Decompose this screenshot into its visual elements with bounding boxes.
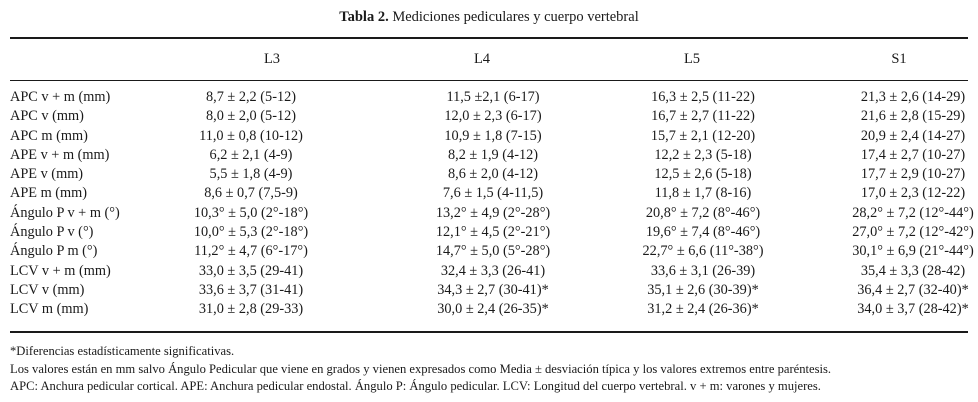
- table-cell: 32,4 ± 3,3 (26-41): [440, 262, 546, 279]
- table-cell: 30,0 ± 2,4 (26-35)*: [437, 301, 549, 318]
- table-row: [10, 185, 968, 204]
- table-cell: 8,2 ± 1,9 (4-12): [447, 146, 539, 163]
- column-header-l3: L3: [263, 51, 281, 67]
- table-cell: 35,1 ± 2,6 (30-39)*: [647, 281, 759, 298]
- column-header-l5: L5: [683, 51, 701, 67]
- table-cell: 10,3° ± 5,0 (2°-18°): [193, 204, 309, 221]
- table-cell: 33,0 ± 3,5 (29-41): [198, 262, 304, 279]
- table-cell: 8,0 ± 2,0 (5-12): [205, 108, 297, 125]
- row-label: LCV v + m (mm): [10, 262, 111, 279]
- table-cell: 16,3 ± 2,5 (11-22): [651, 89, 755, 105]
- footnote-significance: *Diferencias estadísticamente significativas.: [10, 344, 235, 358]
- table-cell: 12,5 ± 2,6 (5-18): [654, 166, 752, 183]
- table-cell: 30,1° ± 6,9 (21°-44°): [852, 243, 974, 260]
- table-body: [10, 89, 974, 321]
- column-header-l4: L4: [473, 51, 491, 67]
- row-label: LCV v (mm): [10, 281, 85, 298]
- top-rule: [10, 37, 968, 39]
- table-cell: 22,7° ± 6,6 (11°-38°): [642, 243, 764, 260]
- table-cell: 28,2° ± 7,2 (12°-44°): [852, 204, 974, 221]
- table-cell: 11,5 ±2,1 (6-17): [446, 89, 540, 105]
- table-cell: 8,6 ± 0,7 (7,5-9): [204, 185, 298, 202]
- row-label: APC v (mm): [10, 108, 84, 125]
- table-title: Mediciones pediculares y cuerpo vertebral: [388, 9, 639, 25]
- table-row: [10, 89, 968, 108]
- row-label: APC v + m (mm): [10, 89, 111, 105]
- row-label: APE m (mm): [10, 185, 88, 202]
- table-cell: 11,0 ± 0,8 (10-12): [199, 127, 303, 144]
- table-cell: 16,7 ± 2,7 (11-22): [651, 108, 755, 125]
- table-cell: 33,6 ± 3,1 (26-39): [650, 262, 756, 279]
- table-cell: 12,2 ± 2,3 (5-18): [654, 146, 752, 163]
- table-cell: 21,6 ± 2,8 (15-29): [860, 108, 966, 125]
- footnote-units: Los valores están en mm salvo Ángulo Pedicular que viene en grados y vienen expresados como Media ± desviación típica y los valores extremos entre paréntesis.: [10, 361, 832, 376]
- table-row: [10, 263, 968, 282]
- table-cell: 12,0 ± 2,3 (6-17): [444, 108, 542, 125]
- table-row: [10, 166, 968, 185]
- table-number: Tabla 2.: [339, 9, 389, 25]
- table-cell: 6,2 ± 2,1 (4-9): [209, 146, 293, 163]
- table-cell: 31,2 ± 2,4 (26-36)*: [647, 301, 759, 318]
- table-cell: 10,0° ± 5,3 (2°-18°): [193, 224, 309, 241]
- table-cell: 15,7 ± 2,1 (12-20): [650, 127, 756, 144]
- row-label: APE v (mm): [10, 166, 84, 183]
- table-cell: 20,9 ± 2,4 (14-27): [860, 127, 966, 144]
- row-label: APE v + m (mm): [10, 146, 110, 163]
- header-rule: [10, 80, 968, 81]
- table-row: [10, 282, 968, 301]
- table-cell: 19,6° ± 7,4 (8°-46°): [645, 224, 761, 241]
- table-row: [10, 128, 968, 147]
- column-header-s1: S1: [891, 51, 907, 67]
- table-row: [10, 224, 974, 243]
- table-cell: 34,3 ± 2,7 (30-41)*: [437, 281, 549, 298]
- table-cell: 11,8 ± 1,7 (8-16): [654, 185, 752, 202]
- table-cell: 17,4 ± 2,7 (10-27): [860, 146, 966, 163]
- table-cell: 35,4 ± 3,3 (28-42): [860, 262, 966, 279]
- table-cell: 14,7° ± 5,0 (5°-28°): [435, 243, 551, 260]
- table-cell: 34,0 ± 3,7 (28-42)*: [857, 301, 969, 318]
- table-cell: 12,1° ± 4,5 (2°-21°): [435, 224, 551, 241]
- table-row: [10, 147, 968, 166]
- table-cell: 13,2° ± 4,9 (2°-28°): [435, 204, 551, 221]
- table-cell: 11,2° ± 4,7 (6°-17°): [194, 243, 308, 260]
- row-label: Ángulo P v (°): [10, 224, 94, 241]
- table-cell: 27,0° ± 7,2 (12°-42°): [852, 224, 974, 241]
- table-cell: 17,0 ± 2,3 (12-22): [860, 185, 966, 202]
- table-cell: 33,6 ± 3,7 (31-41): [198, 281, 304, 298]
- table-cell: 10,9 ± 1,8 (7-15): [444, 127, 542, 144]
- table-cell: 31,0 ± 2,8 (29-33): [198, 301, 304, 318]
- table-caption: [0, 9, 978, 26]
- table-row: [10, 243, 974, 262]
- table-cell: 8,6 ± 2,0 (4-12): [447, 166, 539, 183]
- table-cell: 7,6 ± 1,5 (4-11,5): [442, 185, 544, 202]
- table-row: [10, 204, 974, 224]
- table-cell: 5,5 ± 1,8 (4-9): [209, 166, 293, 183]
- table-cell: 8,7 ± 2,2 (5-12): [205, 89, 297, 105]
- table-row: [10, 301, 968, 320]
- row-label: Ángulo P m (°): [10, 243, 98, 260]
- row-label: LCV m (mm): [10, 301, 89, 318]
- footnotes: [10, 343, 831, 396]
- table-cell: 36,4 ± 2,7 (32-40)*: [857, 281, 969, 298]
- table-cell: 17,7 ± 2,9 (10-27): [860, 166, 966, 183]
- row-label: Ángulo P v + m (°): [10, 204, 120, 221]
- table-row: [10, 108, 968, 127]
- table-cell: 21,3 ± 2,6 (14-29): [860, 89, 966, 105]
- footnote-abbreviations: APC: Anchura pedicular cortical. APE: Anchura pedicular endostal. Ángulo P: Ángulo pedicular. LCV: Longitud del cuerpo vertebral. v + m: varones y mujeres.: [10, 379, 821, 394]
- row-label: APC m (mm): [10, 127, 88, 144]
- table-cell: 20,8° ± 7,2 (8°-46°): [645, 204, 761, 221]
- bottom-rule: [10, 331, 968, 333]
